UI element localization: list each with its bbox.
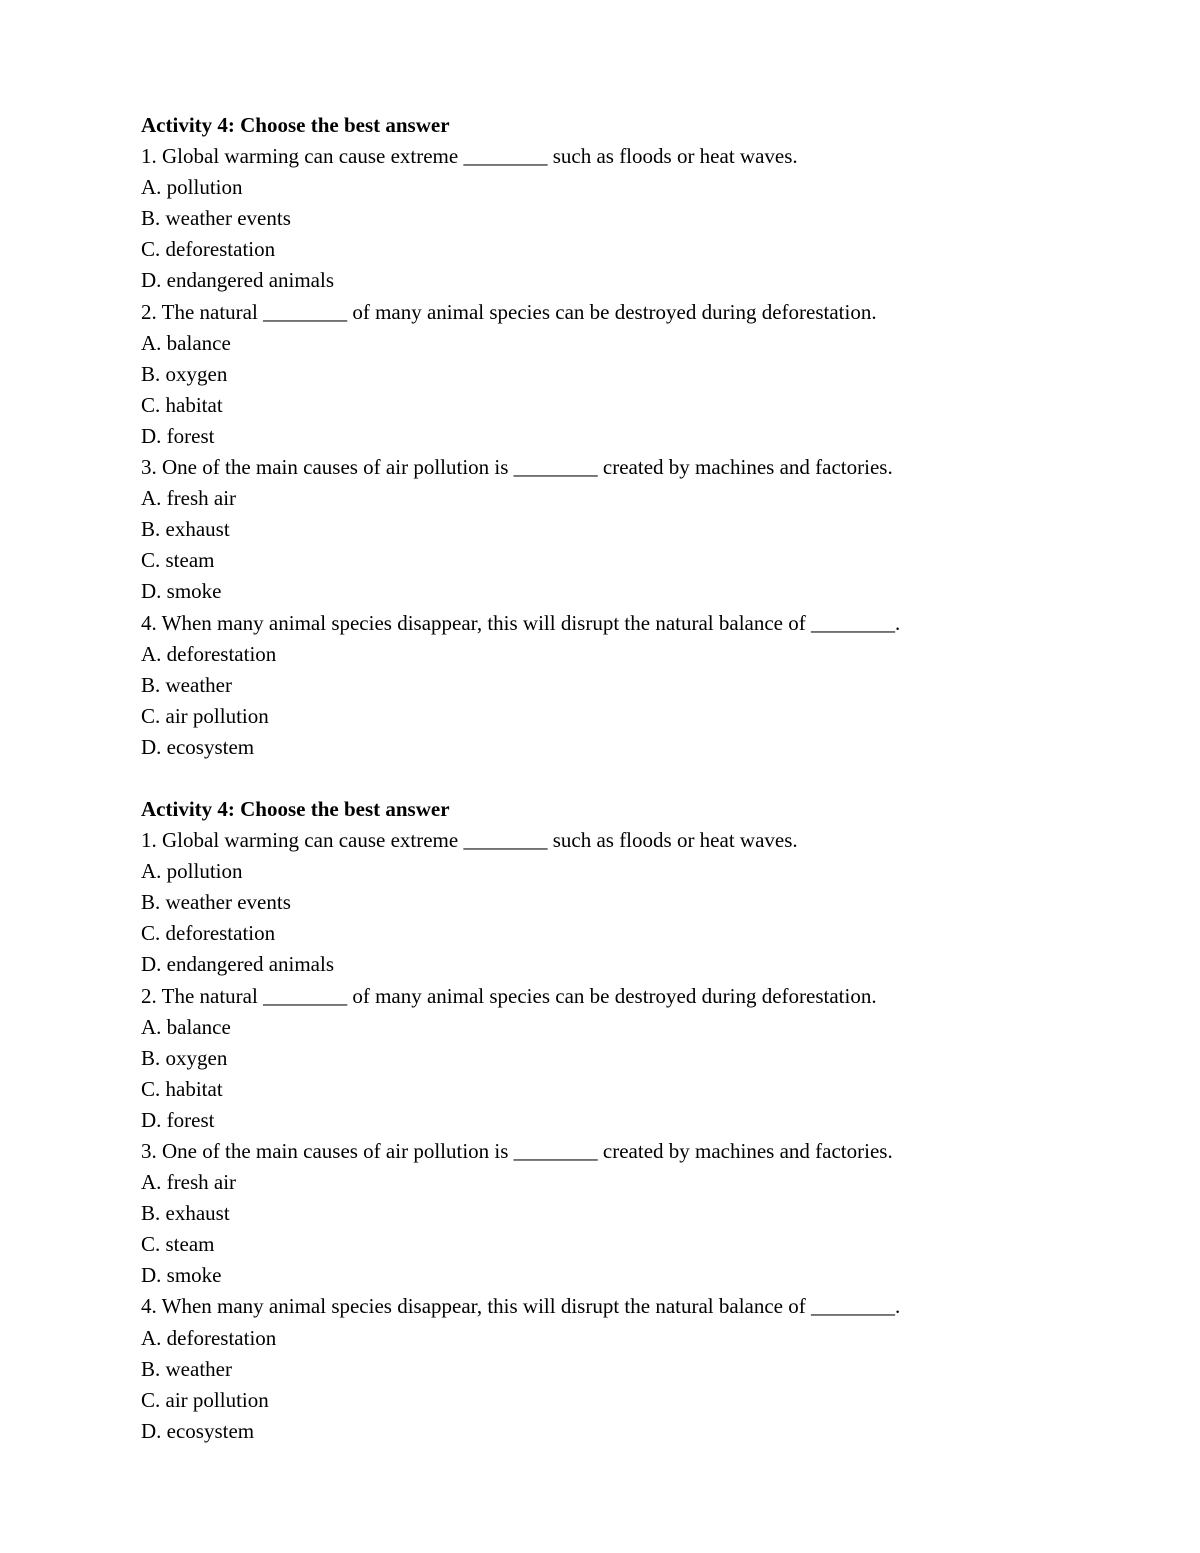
- answer-option: D. ecosystem: [141, 734, 255, 759]
- answer-option: C. steam: [141, 1232, 215, 1257]
- question-text: 4. When many animal species disappear, this will disrupt the natural balance of ________.: [141, 610, 901, 635]
- answer-option: D. endangered animals: [141, 268, 335, 293]
- answer-option: B. exhaust: [141, 1201, 230, 1226]
- answer-option: D. endangered animals: [141, 952, 335, 977]
- answer-option: A. fresh air: [141, 486, 237, 511]
- answer-option: B. oxygen: [141, 361, 228, 386]
- answer-option: A. balance: [141, 1014, 231, 1039]
- activity-title: Activity 4: Choose the best answer: [141, 796, 450, 821]
- activity-block: [141, 110, 1141, 763]
- answer-option: A. deforestation: [141, 641, 277, 666]
- answer-option: C. deforestation: [141, 921, 276, 946]
- answer-option: A. pollution: [141, 175, 243, 200]
- answer-option: D. smoke: [141, 1263, 222, 1288]
- answer-option: A. fresh air: [141, 1170, 237, 1195]
- question-text: 2. The natural ________ of many animal species can be destroyed during deforestation.: [141, 983, 877, 1008]
- question-text: 1. Global warming can cause extreme ________ such as floods or heat waves.: [141, 828, 798, 853]
- answer-option: C. deforestation: [141, 237, 276, 262]
- answer-option: B. weather: [141, 1356, 232, 1381]
- answer-option: B. weather: [141, 672, 232, 697]
- question-text: 3. One of the main causes of air pollution is ________ created by machines and factories.: [141, 455, 893, 480]
- answer-option: B. weather events: [141, 890, 291, 915]
- question-text: 1. Global warming can cause extreme ________ such as floods or heat waves.: [141, 144, 798, 169]
- answer-option: C. steam: [141, 548, 215, 573]
- answer-option: D. forest: [141, 423, 215, 448]
- answer-option: C. air pollution: [141, 703, 269, 728]
- answer-option: C. air pollution: [141, 1387, 269, 1412]
- activity-title: Activity 4: Choose the best answer: [141, 113, 450, 137]
- answer-option: D. forest: [141, 1107, 215, 1132]
- answer-option: D. ecosystem: [141, 1418, 255, 1443]
- question-text: 4. When many animal species disappear, this will disrupt the natural balance of ________.: [141, 1294, 901, 1319]
- answer-option: A. deforestation: [141, 1325, 277, 1350]
- answer-option: D. smoke: [141, 579, 222, 604]
- answer-option: B. weather events: [141, 206, 291, 231]
- question-text: 3. One of the main causes of air pollution is ________ created by machines and factories.: [141, 1139, 893, 1163]
- answer-option: B. exhaust: [141, 517, 230, 542]
- answer-option: C. habitat: [141, 392, 223, 417]
- question-text: 2. The natural ________ of many animal species can be destroyed during deforestation.: [141, 299, 877, 324]
- answer-option: C. habitat: [141, 1076, 223, 1101]
- answer-option: A. balance: [141, 330, 231, 355]
- answer-option: B. oxygen: [141, 1045, 228, 1070]
- answer-option: A. pollution: [141, 859, 243, 884]
- activity-block: [141, 794, 1141, 1447]
- document-page: [141, 110, 1141, 1447]
